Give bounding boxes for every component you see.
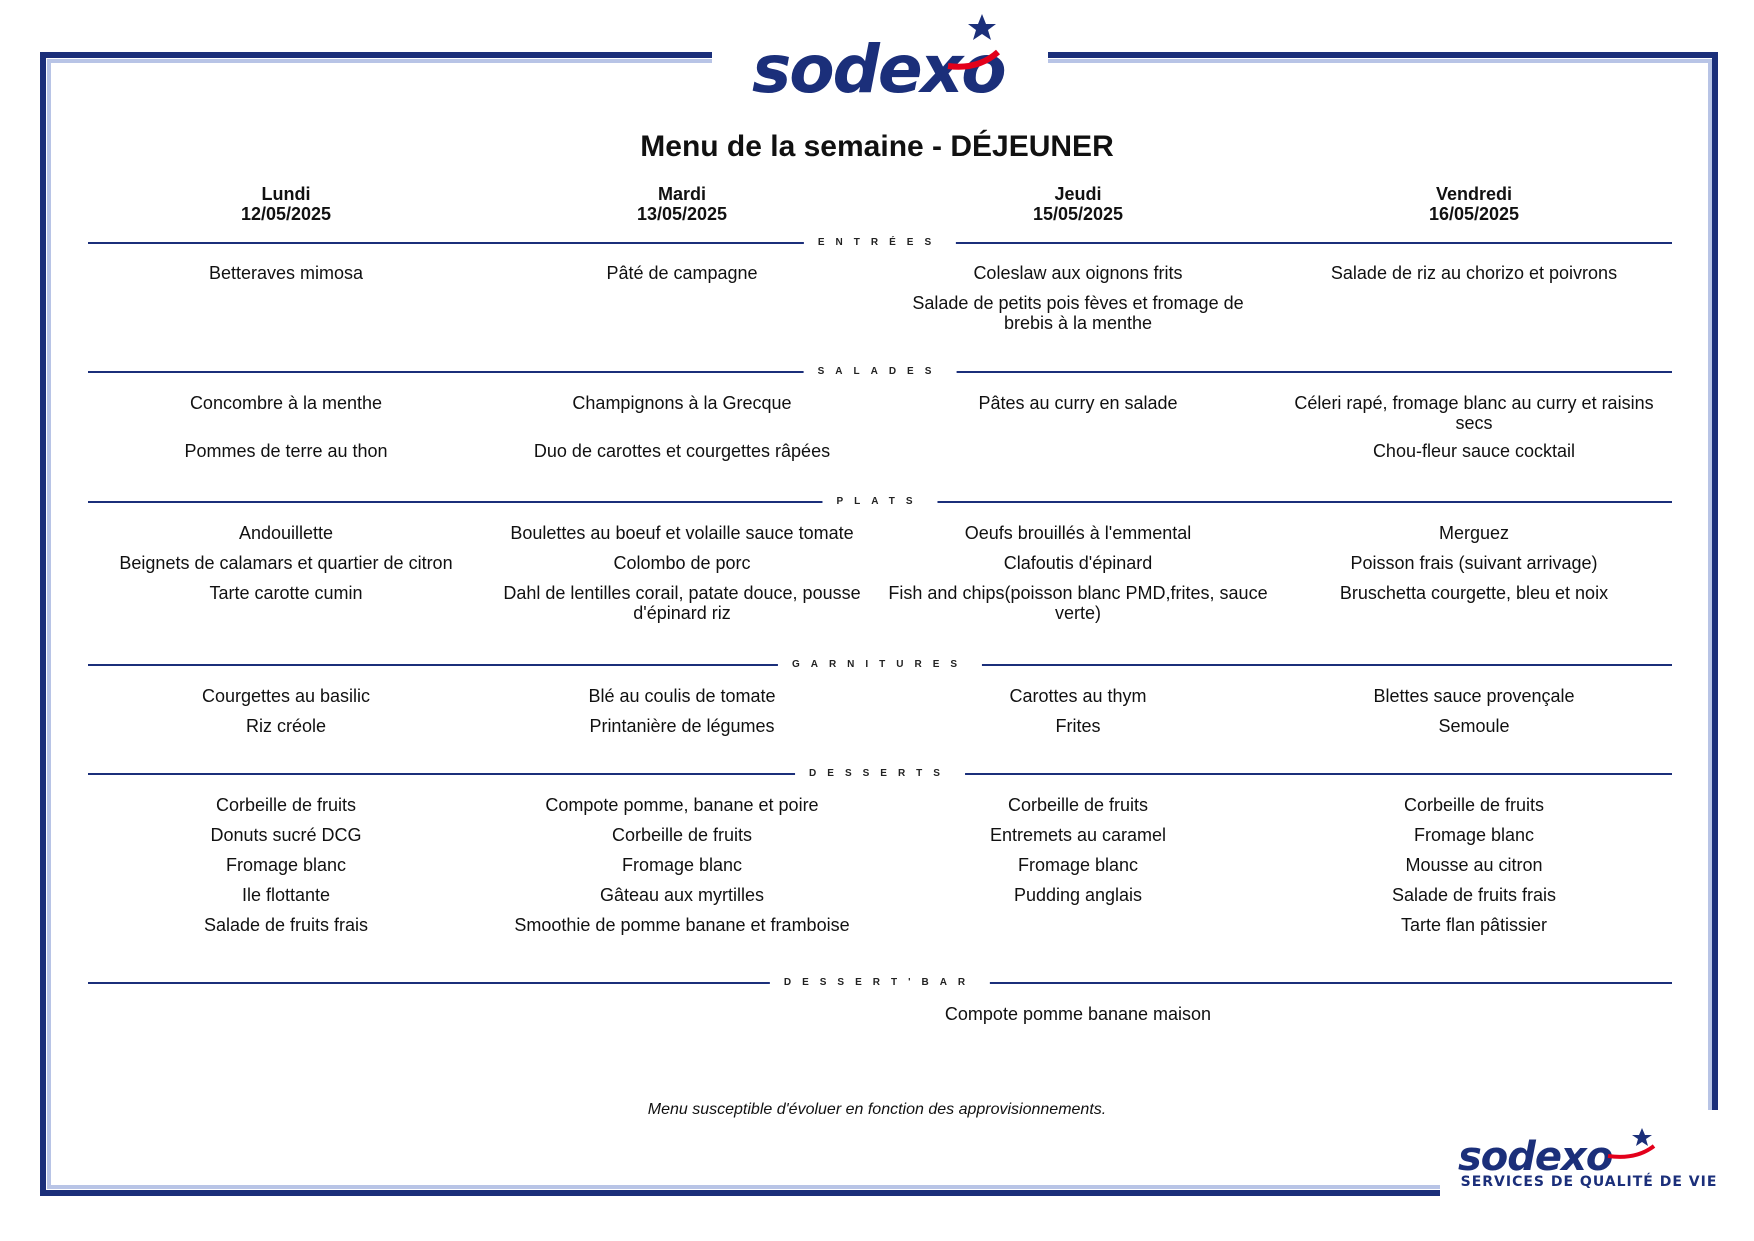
section-entrees	[88, 263, 1672, 333]
menu-item: Andouillette	[238, 523, 334, 543]
column-vendredi	[1276, 795, 1672, 945]
day-date: 16/05/2025	[1428, 204, 1520, 224]
day-name: Mardi	[657, 184, 706, 204]
logo-text: sodexo	[1458, 1134, 1613, 1180]
menu-item: Blettes sauce provençale	[1373, 686, 1575, 706]
menu-item: Corbeille de fruits	[1007, 795, 1149, 815]
menu-item: Smoothie de pomme banane et framboise	[514, 915, 850, 935]
menu-item: Clafoutis d'épinard	[1003, 553, 1153, 573]
menu-item: Céleri rapé, fromage blanc au curry et raisins secs	[1294, 393, 1654, 433]
separator-garnitures	[88, 657, 1672, 673]
section-label-plats: PLATS	[822, 494, 937, 510]
menu-item: Gâteau aux myrtilles	[599, 885, 765, 905]
menu-item: Carottes au thym	[1009, 686, 1147, 706]
menu-item: Mousse au citron	[1405, 855, 1543, 875]
day-name: Vendredi	[1435, 184, 1513, 204]
footer-note: Menu susceptible d'évoluer en fonction des approvisionnements.	[647, 1101, 1107, 1118]
column-lundi	[88, 686, 484, 746]
column-mardi	[484, 263, 880, 323]
menu-item: Riz créole	[245, 716, 327, 736]
menu-item: Oeufs brouillés à l'emmental	[964, 523, 1192, 543]
day-header-jeudi	[880, 184, 1276, 224]
menu-item: Betteraves mimosa	[208, 263, 364, 283]
column-vendredi	[1276, 686, 1672, 746]
menu-item: Pudding anglais	[1013, 885, 1143, 905]
menu-item: Salade de petits pois fèves et fromage de brebis à la menthe	[912, 293, 1244, 333]
menu-item: Blé au coulis de tomate	[588, 686, 776, 706]
menu-item: Duo de carottes et courgettes râpées	[533, 441, 831, 461]
menu-item: Salade de riz au chorizo et poivrons	[1330, 263, 1618, 283]
menu-item: Pommes de terre au thon	[184, 441, 388, 461]
column-mardi	[484, 393, 880, 489]
day-header-mardi	[484, 184, 880, 224]
menu-item: Entremets au caramel	[989, 825, 1167, 845]
menu-item: Boulettes au boeuf et volaille sauce tomate	[510, 523, 854, 543]
column-vendredi	[1276, 523, 1672, 613]
column-mardi	[484, 523, 880, 623]
menu-item: Compote pomme, banane et poire	[545, 795, 819, 815]
column-jeudi	[880, 393, 1276, 489]
menu-item: Fromage blanc	[225, 855, 347, 875]
column-jeudi	[880, 1004, 1276, 1034]
menu-item: Champignons à la Grecque	[572, 393, 792, 413]
logo-swoosh-icon	[1608, 1146, 1654, 1157]
menu-item: Chou-fleur sauce cocktail	[1372, 441, 1576, 461]
column-vendredi	[1276, 393, 1672, 489]
column-jeudi	[880, 686, 1276, 746]
day-name: Lundi	[261, 184, 311, 204]
menu-item: Salade de fruits frais	[203, 915, 369, 935]
day-date: 13/05/2025	[636, 204, 728, 224]
separator-entrees	[88, 235, 1672, 251]
column-lundi	[88, 263, 484, 323]
menu-item: Fromage blanc	[1413, 825, 1535, 845]
column-vendredi	[1276, 263, 1672, 323]
day-header-lundi	[88, 184, 484, 224]
menu-item: Merguez	[1438, 523, 1510, 543]
menu-item: Ile flottante	[241, 885, 331, 905]
menu-item: Bruschetta courgette, bleu et noix	[1339, 583, 1609, 603]
day-name: Jeudi	[1054, 184, 1102, 204]
column-lundi	[88, 393, 484, 489]
menu-item: Tarte flan pâtissier	[1400, 915, 1548, 935]
separator-plats	[88, 494, 1672, 510]
column-jeudi	[880, 263, 1276, 333]
menu-item: Colombo de porc	[613, 553, 751, 573]
menu-item: Pâté de campagne	[606, 263, 758, 283]
column-lundi	[88, 1004, 484, 1034]
star-icon	[1632, 1128, 1652, 1146]
menu-item: Salade de fruits frais	[1391, 885, 1557, 905]
menu-item: Coleslaw aux oignons frits	[973, 263, 1183, 283]
menu-item: Fromage blanc	[1017, 855, 1139, 875]
column-mardi	[484, 1004, 880, 1034]
menu-item: Semoule	[1438, 716, 1510, 736]
menu-item: Tarte carotte cumin	[209, 583, 363, 603]
day-date: 12/05/2025	[240, 204, 332, 224]
column-jeudi	[880, 795, 1276, 945]
menu-item: Courgettes au basilic	[201, 686, 371, 706]
section-label-desserts: DESSERTS	[795, 766, 965, 782]
separator-dessert-bar	[88, 975, 1672, 991]
menu-item: Corbeille de fruits	[611, 825, 753, 845]
section-label-salades: SALADES	[804, 364, 957, 380]
section-label-dessert-bar: DESSERT'BAR	[770, 975, 990, 991]
logo-text: sodexo	[752, 31, 1005, 102]
section-label-entrees: ENTRÉES	[804, 235, 956, 251]
day-headers	[88, 184, 1672, 224]
day-date: 15/05/2025	[1032, 204, 1124, 224]
menu-item: Compote pomme banane maison	[944, 1004, 1212, 1024]
column-lundi	[88, 523, 484, 613]
section-label-garnitures: GARNITURES	[778, 657, 982, 673]
section-plats	[88, 523, 1672, 623]
sodexo-logo-top	[742, 8, 1022, 102]
column-lundi	[88, 795, 484, 945]
menu-item: Corbeille de fruits	[1403, 795, 1545, 815]
column-mardi	[484, 686, 880, 746]
menu-item: Printanière de légumes	[589, 716, 775, 736]
brand-tagline: SERVICES DE QUALITÉ DE VIE	[1460, 1174, 1718, 1190]
section-salades	[88, 393, 1672, 489]
separator-desserts	[88, 766, 1672, 782]
section-garnitures	[88, 686, 1672, 746]
menu-item: Beignets de calamars et quartier de citron	[119, 553, 453, 573]
menu-item: Corbeille de fruits	[215, 795, 357, 815]
section-desserts	[88, 795, 1672, 945]
column-vendredi	[1276, 1004, 1672, 1034]
column-jeudi	[880, 523, 1276, 623]
section-dessert-bar	[88, 1004, 1672, 1034]
menu-item: Poisson frais (suivant arrivage)	[1350, 553, 1598, 573]
menu-item: Dahl de lentilles corail, patate douce, pousse d'épinard riz	[503, 583, 861, 623]
menu-item: Donuts sucré DCG	[210, 825, 362, 845]
menu-item: Pâtes au curry en salade	[978, 393, 1178, 413]
menu-item: Concombre à la menthe	[189, 393, 383, 413]
menu-item: Fish and chips(poisson blanc PMD,frites, sauce verte)	[888, 583, 1268, 623]
day-header-vendredi	[1276, 184, 1672, 224]
page-title: Menu de la semaine - DÉJEUNER	[640, 130, 1114, 163]
menu-item: Frites	[1055, 716, 1101, 736]
menu-item: Fromage blanc	[621, 855, 743, 875]
column-mardi	[484, 795, 880, 945]
separator-salades	[88, 364, 1672, 380]
